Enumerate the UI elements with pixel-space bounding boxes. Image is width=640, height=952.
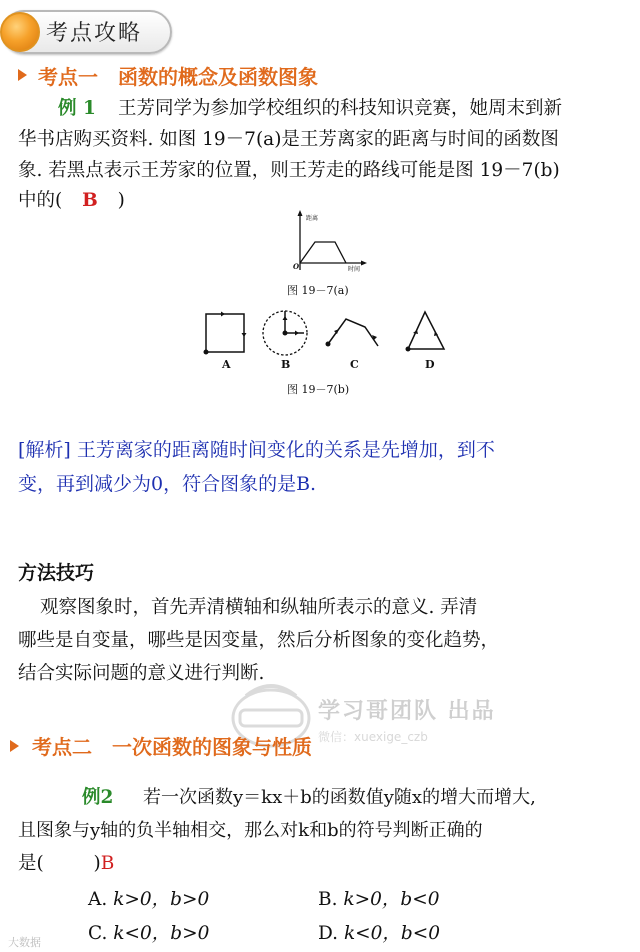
method-line-1: 观察图象时，首先弄清横轴和纵轴所表示的意义. 弄清 xyxy=(40,597,478,618)
figure-a-caption: 图 19－7(a) xyxy=(287,284,349,297)
paren-open: 是( xyxy=(18,853,44,874)
option-d xyxy=(318,918,440,949)
example1-label xyxy=(58,93,96,124)
example2-line-3 xyxy=(18,848,114,879)
option-label: B. xyxy=(318,889,338,910)
section-arrow-icon xyxy=(18,69,27,81)
option-label: C. xyxy=(88,923,108,944)
example1-line-1: 王芳同学为参加学校组织的科技知识竞赛，她周末到新 xyxy=(118,98,563,119)
path-a-square-icon xyxy=(204,312,247,355)
example2-label xyxy=(82,782,113,813)
example-label: 例2 xyxy=(82,787,114,808)
option-a xyxy=(88,884,209,915)
answer: B xyxy=(82,190,98,211)
path-c-zigzag-icon xyxy=(326,319,379,347)
analysis-line-2: 变，再到减少为0，符合图象的是B. xyxy=(18,473,317,495)
section1-title: 考点一 函数的概念及函数图象 xyxy=(38,65,318,89)
label-b: B xyxy=(281,358,291,371)
example1-line-4 xyxy=(18,185,125,216)
watermark-url: 微信：xuexige_czb xyxy=(318,730,428,744)
watermark-text: 学习哥团队 出品 xyxy=(318,699,496,724)
example1-line-3: 象. 若黑点表示王芳家的位置，则王芳走的路线可能是图 19－7(b) xyxy=(18,160,560,181)
option-text: k>0，b<0 xyxy=(343,889,440,910)
y-axis-label: 距离 xyxy=(306,215,319,222)
option-b xyxy=(318,884,439,915)
method-line-2: 哪些是自变量，哪些是因变量，然后分析图象的变化趋势， xyxy=(18,630,500,651)
path-b-circle-icon xyxy=(263,311,307,355)
method-line-3: 结合实际问题的意义进行判断. xyxy=(18,663,265,684)
footer-watermark: 大数据 xyxy=(8,936,41,949)
header-title: 考点攻略 xyxy=(46,21,143,46)
path-d-triangle-icon xyxy=(406,312,445,352)
example2-line-1: 若一次函数y＝kx＋b的函数值y随x的增大而增大, xyxy=(143,787,536,808)
option-c xyxy=(88,918,209,949)
figure-b-caption: 图 19－7(b) xyxy=(287,383,350,396)
label-a: A xyxy=(222,358,231,371)
method-title: 方法技巧 xyxy=(18,562,95,584)
origin-label: O xyxy=(293,262,300,271)
paren-close: ) xyxy=(93,853,101,874)
section-arrow-icon xyxy=(10,740,19,752)
label-c: C xyxy=(350,358,359,371)
orange-dot-icon xyxy=(0,12,40,52)
example2-line-2: 且图象与y轴的负半轴相交，那么对k和b的符号判断正确的 xyxy=(18,820,483,841)
example1-line-2: 华书店购买资料. 如图 19－7(a)是王芳离家的距离与时间的函数图 xyxy=(18,129,559,150)
paren-close: ) xyxy=(117,190,125,211)
option-label: A. xyxy=(88,889,108,910)
answer: B xyxy=(100,853,115,874)
option-text: k>0，b>0 xyxy=(113,889,210,910)
figure-a-graph xyxy=(280,208,370,276)
section2-title: 考点二 一次函数的图象与性质 xyxy=(32,735,312,759)
example-label: 例 1 xyxy=(58,98,96,119)
option-label: D. xyxy=(318,923,339,944)
label-d: D xyxy=(425,358,435,371)
paren-open: 中的( xyxy=(18,190,63,211)
option-text: k<0，b>0 xyxy=(113,923,210,944)
option-text: k<0，b<0 xyxy=(343,923,441,944)
x-axis-label: 时间 xyxy=(348,266,361,273)
figure-b-paths xyxy=(196,302,458,376)
analysis-line-1: [解析] 王芳离家的距离随时间变化的关系是先增加，到不 xyxy=(18,439,495,461)
